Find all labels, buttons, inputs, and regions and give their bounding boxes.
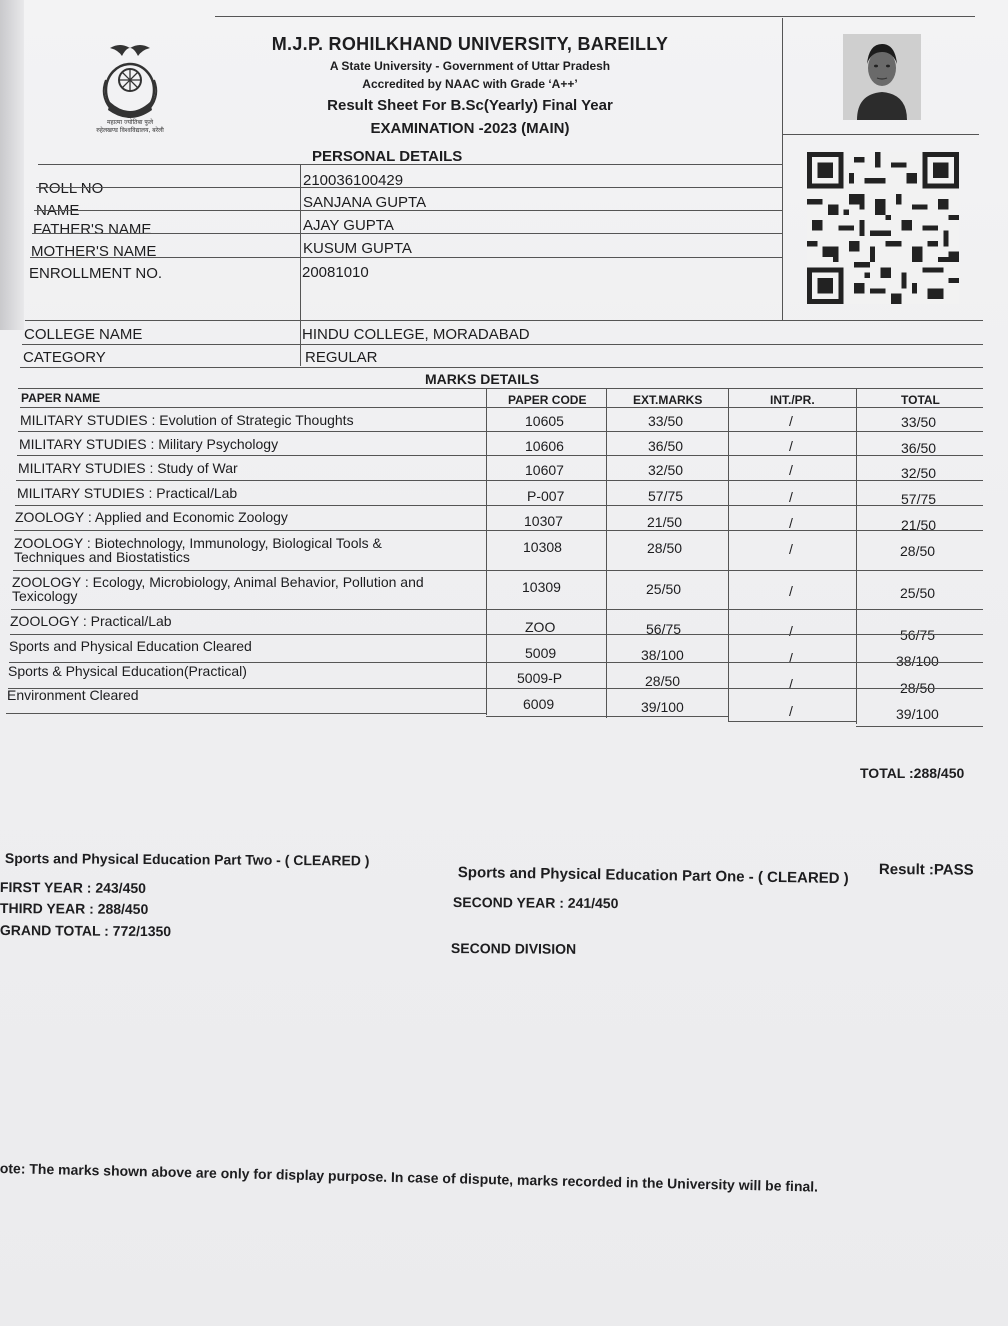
mothers-name-value: KUSUM GUPTA: [303, 240, 412, 257]
category-value: REGULAR: [305, 349, 378, 366]
enrollment-no-label: ENROLLMENT NO.: [29, 265, 163, 282]
table-row-total: 33/50: [901, 414, 937, 430]
marks-total: TOTAL :288/450: [860, 765, 965, 781]
table-row-ext: 28/50: [645, 673, 681, 689]
table-row-total: 36/50: [901, 440, 937, 456]
table-row-int: /: [789, 583, 793, 599]
table-row-total: 32/50: [901, 465, 937, 481]
table-row-code: 5009: [525, 645, 557, 661]
divider: [14, 530, 983, 531]
table-row-int: /: [789, 413, 793, 429]
table-row-paper-name: MILITARY STUDIES : Military Psychology: [19, 436, 279, 452]
table-row-total: 56/75: [900, 627, 936, 643]
divider: [32, 233, 782, 234]
division: SECOND DIVISION: [450, 940, 577, 957]
table-row-ext: 21/50: [647, 514, 683, 530]
svg-text:महात्मा ज्योतिबा फुले: महात्मा ज्योतिबा फुले: [106, 119, 154, 126]
table-row-int: /: [789, 515, 793, 531]
result-sheet-title: Result Sheet For B.Sc(Yearly) Final Year: [327, 97, 613, 114]
table-row-paper-name: MILITARY STUDIES : Study of War: [18, 460, 238, 476]
divider: [38, 164, 782, 165]
divider: [18, 431, 983, 432]
table-row-int: /: [789, 541, 793, 557]
college-name-value: HINDU COLLEGE, MORADABAD: [302, 326, 530, 343]
roll-no-value: 210036100429: [303, 172, 404, 189]
photo-frame: [782, 18, 979, 135]
table-row-ext: 56/75: [646, 621, 682, 637]
table-row-code: 5009-P: [517, 670, 563, 686]
divider: [20, 407, 983, 408]
divider: [25, 320, 983, 321]
divider: [856, 726, 983, 727]
enrollment-no-value: 20081010: [302, 264, 369, 281]
column-divider: [486, 388, 487, 715]
col-header-paper-name: PAPER NAME: [21, 391, 101, 405]
divider: [10, 634, 983, 635]
table-row-ext: 33/50: [648, 413, 684, 429]
table-row-code: 10309: [522, 579, 561, 595]
fathers-name-label: FATHER'S NAME: [33, 221, 152, 238]
table-row-code: 10606: [525, 438, 564, 454]
category-label: CATEGORY: [23, 349, 106, 366]
col-header-int-pr: INT./PR.: [770, 393, 815, 407]
table-row-paper-name: ZOOLOGY : Ecology, Microbiology, Animal Behavior, Pollution and Texicology: [12, 574, 424, 604]
college-name-label: COLLEGE NAME: [24, 326, 143, 343]
table-row-code: 10307: [524, 513, 563, 529]
table-row-total: 38/100: [896, 653, 939, 669]
table-row-total: 28/50: [900, 680, 936, 696]
table-row-int: /: [789, 676, 793, 692]
table-row-code: 10607: [525, 462, 564, 478]
mothers-name-label: MOTHER'S NAME: [31, 243, 157, 260]
table-row-ext: 25/50: [646, 581, 682, 597]
qr-column-divider: [782, 134, 783, 320]
qr-code-icon: [802, 152, 964, 304]
divider: [11, 609, 983, 610]
table-row-total: 28/50: [900, 543, 936, 559]
table-row-code: 10605: [525, 413, 564, 429]
table-row-paper-name: Sports & Physical Education(Practical): [8, 663, 247, 679]
table-row-code: ZOO: [525, 619, 556, 635]
table-row-total: 21/50: [901, 517, 937, 533]
col-header-ext-marks: EXT.MARKS: [633, 393, 703, 407]
name-value: SANJANA GUPTA: [303, 194, 427, 211]
table-row-total: 39/100: [896, 706, 939, 722]
university-logo-icon: [80, 40, 180, 135]
roll-no-label: ROLL NO: [38, 180, 104, 197]
divider: [30, 257, 782, 258]
table-row-code: P-007: [527, 488, 565, 504]
divider: [34, 210, 782, 211]
table-row-ext: 28/50: [647, 540, 683, 556]
name-label: NAME: [36, 202, 80, 219]
divider: [36, 187, 782, 188]
divider: [15, 505, 983, 506]
col-header-paper-code: PAPER CODE: [508, 393, 587, 407]
grand-total: GRAND TOTAL : 772/1350: [0, 922, 172, 940]
university-subtitle: A State University - Government of Uttar Pradesh: [329, 59, 611, 73]
sports-part-one-status: Sports and Physical Education Part One - ( CLEARED ): [457, 864, 849, 888]
student-photo: [843, 34, 921, 120]
top-border-line: [215, 16, 975, 17]
table-row-paper-name: MILITARY STUDIES : Evolution of Strategic Thoughts: [20, 412, 354, 428]
personal-details-title: PERSONAL DETAILS: [312, 148, 463, 165]
table-row-paper-name: Environment Cleared: [7, 687, 139, 703]
divider: [13, 570, 983, 571]
svg-text:रुहेलखण्ड विश्वविद्यालय, बरेली: रुहेलखण्ड विश्वविद्यालय, बरेली: [96, 127, 164, 134]
divider: [300, 164, 301, 366]
examination-title: EXAMINATION -2023 (MAIN): [370, 120, 570, 137]
column-divider: [728, 388, 729, 721]
table-row-code: 10308: [523, 539, 562, 555]
accreditation: Accredited by NAAC with Grade ‘A++’: [362, 77, 578, 91]
fathers-name-value: AJAY GUPTA: [303, 217, 394, 234]
divider: [6, 713, 486, 714]
table-row-int: /: [789, 489, 793, 505]
table-row-ext: 32/50: [648, 462, 684, 478]
table-row-int: /: [789, 438, 793, 454]
third-year-marks: THIRD YEAR : 288/450: [0, 900, 149, 918]
table-row-int: /: [789, 650, 793, 666]
table-row-total: 25/50: [900, 585, 936, 601]
university-name: M.J.P. ROHILKHAND UNIVERSITY, BAREILLY: [271, 34, 669, 54]
underlying-paper-edge: [0, 0, 24, 330]
column-divider: [856, 388, 857, 724]
divider: [486, 716, 728, 717]
result-status: Result :PASS: [878, 861, 974, 879]
table-row-ext: 38/100: [641, 647, 684, 663]
second-year-marks: SECOND YEAR : 241/450: [452, 894, 619, 912]
divider: [18, 388, 983, 389]
divider: [16, 480, 983, 481]
first-year-marks: FIRST YEAR : 243/450: [0, 879, 147, 897]
table-row-int: /: [789, 623, 793, 639]
col-header-total: TOTAL: [901, 393, 940, 407]
divider: [20, 367, 983, 368]
table-row-ext: 39/100: [641, 699, 684, 715]
divider: [8, 688, 983, 689]
disclaimer-note: ote: The marks shown above are only for display purpose. In case of dispute, marks recorded in the University will be final.: [0, 1160, 819, 1195]
table-row-paper-name: Sports and Physical Education Cleared: [9, 638, 252, 654]
sports-part-two-status: Sports and Physical Education Part Two - ( CLEARED ): [4, 850, 370, 869]
header: [220, 34, 720, 137]
table-row-ext: 57/75: [648, 488, 684, 504]
table-row-code: 6009: [523, 696, 555, 712]
marks-details-title: MARKS DETAILS: [425, 371, 540, 387]
table-row-int: /: [789, 703, 793, 719]
table-row-int: /: [789, 462, 793, 478]
divider: [22, 344, 983, 345]
table-row-total: 57/75: [901, 491, 937, 507]
table-row-paper-name: ZOOLOGY : Applied and Economic Zoology: [15, 509, 288, 525]
table-row-ext: 36/50: [648, 438, 684, 454]
divider: [728, 721, 856, 722]
table-row-paper-name: MILITARY STUDIES : Practical/Lab: [17, 485, 238, 501]
table-row-paper-name: ZOOLOGY : Biotechnology, Immunology, Biological Tools & Techniques and Biostatistics: [14, 535, 382, 565]
table-row-paper-name: ZOOLOGY : Practical/Lab: [10, 613, 172, 629]
divider: [17, 455, 983, 456]
column-divider: [606, 388, 607, 718]
